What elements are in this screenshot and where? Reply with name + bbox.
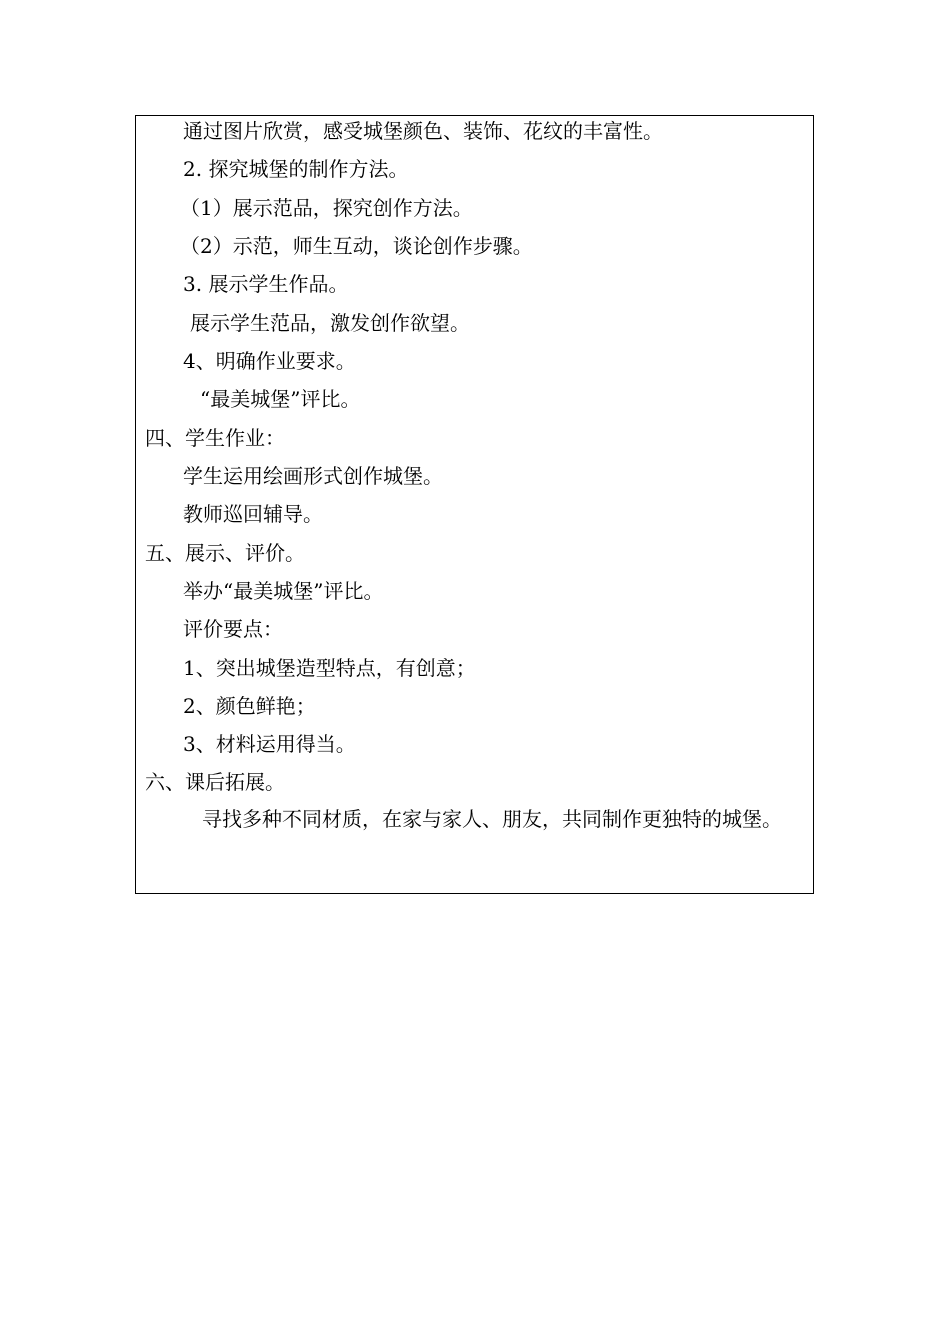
text-line: 通过图片欣赏，感受城堡颜色、装饰、花纹的丰富性。: [183, 119, 663, 143]
section-heading: 四、学生作业：: [145, 426, 285, 450]
text-line: “最美城堡”评比。: [200, 387, 361, 411]
text-line: 3、材料运用得当。: [183, 732, 356, 756]
text-line: （1）展示范品，探究创作方法。: [180, 196, 473, 220]
text-line: 学生运用绘画形式创作城堡。: [183, 464, 443, 488]
text-line: 1、突出城堡造型特点，有创意；: [183, 656, 476, 680]
text-line: 评价要点：: [183, 617, 283, 641]
section-heading: 六、课后拓展。: [145, 770, 285, 794]
text-line: 3. 展示学生作品。: [183, 272, 349, 296]
text-line: （2）示范，师生互动，谈论创作步骤。: [180, 234, 533, 258]
text-line: 2. 探究城堡的制作方法。: [183, 157, 409, 181]
text-line: 展示学生范品，激发创作欲望。: [190, 311, 470, 335]
lesson-plan-box: [135, 115, 814, 894]
text-line: 举办“最美城堡”评比。: [183, 579, 384, 603]
section-heading: 五、展示、评价。: [145, 541, 305, 565]
text-line: 教师巡回辅导。: [183, 502, 323, 526]
text-line: 2、颜色鲜艳；: [183, 694, 316, 718]
text-line: 4、明确作业要求。: [183, 349, 356, 373]
paragraph: 寻找多种不同材质，在家与家人、朋友，共同制作更独特的城堡。: [182, 807, 782, 831]
